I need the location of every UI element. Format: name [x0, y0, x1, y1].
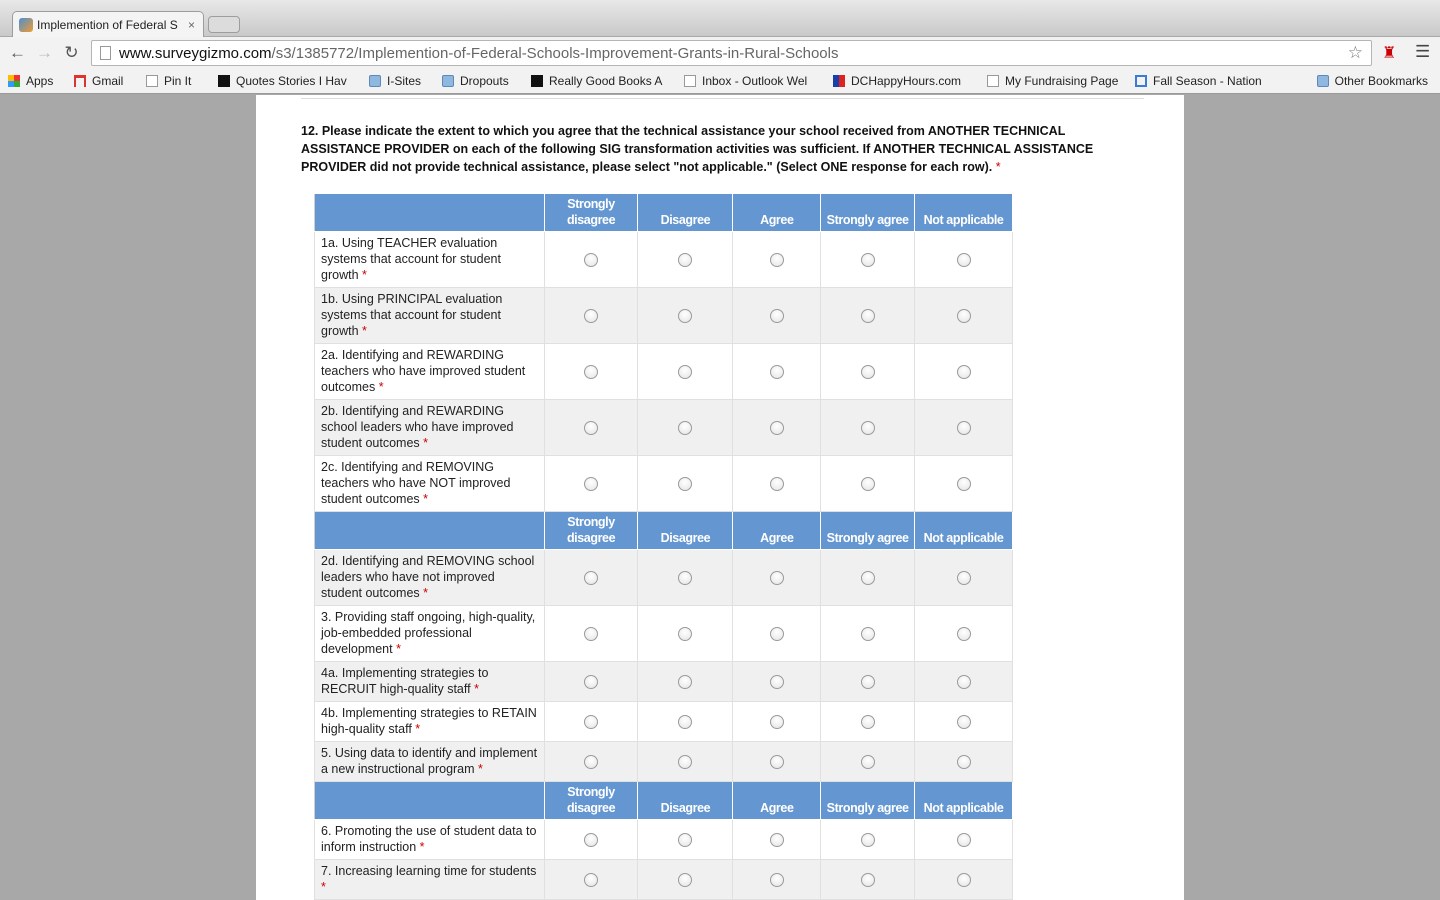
radio-button[interactable]	[957, 675, 971, 689]
bookmark-label: Apps	[26, 74, 54, 88]
radio-button[interactable]	[678, 477, 692, 491]
radio-button[interactable]	[584, 627, 598, 641]
radio-button[interactable]	[584, 675, 598, 689]
row-label-cell	[315, 662, 545, 702]
radio-button[interactable]	[957, 755, 971, 769]
radio-cell	[733, 820, 821, 860]
radio-button[interactable]	[584, 477, 598, 491]
row-label-cell	[315, 288, 545, 344]
bookmark-label: DCHappyHours.com	[851, 74, 962, 88]
radio-cell	[821, 702, 915, 742]
radio-button[interactable]	[584, 755, 598, 769]
divider	[301, 98, 1144, 99]
radio-cell	[733, 550, 821, 606]
radio-cell	[733, 742, 821, 782]
radio-cell	[733, 232, 821, 288]
table-row	[315, 820, 1013, 860]
radio-cell	[544, 344, 638, 400]
radio-button[interactable]	[861, 309, 875, 323]
radio-cell	[638, 662, 733, 702]
radio-cell	[821, 742, 915, 782]
radio-cell	[915, 742, 1013, 782]
required-marker: *	[423, 436, 429, 450]
required-marker: *	[478, 762, 483, 776]
radio-button[interactable]	[861, 571, 875, 585]
radio-cell	[544, 288, 638, 344]
radio-cell	[638, 606, 733, 662]
column-header: Strongly disagree	[544, 782, 638, 820]
required-marker: *	[321, 880, 326, 894]
radio-cell	[915, 820, 1013, 860]
folder-icon	[1317, 75, 1329, 87]
radio-button[interactable]	[957, 715, 971, 729]
radio-button[interactable]	[957, 365, 971, 379]
radio-button[interactable]	[770, 253, 784, 267]
row-label-cell	[315, 606, 545, 662]
survey-page	[256, 95, 1184, 900]
radio-cell	[733, 860, 821, 900]
row-label-cell	[315, 742, 545, 782]
new-tab-button[interactable]	[208, 16, 240, 33]
row-label: 5. Using data to identify and implement a new instructional program	[321, 746, 538, 776]
row-label-cell	[315, 702, 545, 742]
bookmark-item[interactable]	[987, 74, 1118, 88]
table-row	[315, 702, 1013, 742]
radio-button[interactable]	[861, 833, 875, 847]
radio-button[interactable]	[861, 627, 875, 641]
bookmark-label: I-Sites	[387, 74, 422, 88]
radio-button[interactable]	[678, 873, 692, 887]
radio-button[interactable]	[957, 421, 971, 435]
radio-button[interactable]	[584, 309, 598, 323]
question-text	[301, 122, 1141, 176]
radio-button[interactable]	[770, 675, 784, 689]
column-header: Strongly disagree	[544, 194, 638, 232]
question-label: 12. Please indicate the extent to which you agree that the technical assistance your school received from ANOTHER TECHNICAL ASSISTANCE PROVIDER on each of the following SIG transformation activities was sufficient. If ANOTHER TECHNICAL ASSISTANCE PROVIDER did not provide technical assistance, please select "not applicable." (Select ONE response for each row).	[301, 124, 1094, 174]
radio-button[interactable]	[957, 873, 971, 887]
column-header: Not applicable	[915, 194, 1013, 232]
browser-tab[interactable]	[12, 11, 204, 38]
radio-cell	[821, 400, 915, 456]
radio-cell	[638, 400, 733, 456]
radio-cell	[733, 662, 821, 702]
radio-button[interactable]	[584, 253, 598, 267]
radio-button[interactable]	[770, 873, 784, 887]
radio-cell	[638, 860, 733, 900]
radio-button[interactable]	[957, 253, 971, 267]
row-label: 4b. Implementing strategies to RETAIN high-quality staff	[321, 706, 537, 736]
radio-cell	[544, 606, 638, 662]
bookmark-item[interactable]	[74, 74, 123, 88]
radio-button[interactable]	[770, 715, 784, 729]
bookmark-item[interactable]	[146, 74, 191, 88]
row-label-cell	[315, 456, 545, 512]
row-label-cell	[315, 400, 545, 456]
table-row	[315, 400, 1013, 456]
radio-cell	[915, 550, 1013, 606]
bookmark-label: My Fundraising Page	[1005, 74, 1119, 88]
radio-button[interactable]	[678, 309, 692, 323]
close-tab-icon[interactable]: ×	[187, 18, 195, 32]
row-label: 2c. Identifying and REMOVING teachers who have NOT improved student outcomes	[321, 460, 511, 506]
radio-cell	[733, 344, 821, 400]
radio-button[interactable]	[861, 675, 875, 689]
radio-button[interactable]	[678, 421, 692, 435]
bookmark-label: Dropouts	[460, 74, 509, 88]
radio-cell	[544, 232, 638, 288]
header-blank	[315, 782, 545, 820]
radio-cell	[544, 820, 638, 860]
page-icon	[987, 75, 999, 87]
bookmark-label: Pin It	[164, 74, 192, 88]
radio-cell	[544, 400, 638, 456]
address-bar[interactable]	[91, 40, 1372, 66]
radio-button[interactable]	[861, 873, 875, 887]
radio-cell	[544, 860, 638, 900]
folder-icon	[369, 75, 381, 87]
bookmark-item[interactable]	[442, 74, 509, 88]
forward-icon[interactable]: →	[36, 42, 53, 62]
required-marker: *	[423, 586, 429, 600]
gmail-icon	[74, 75, 86, 87]
radio-button[interactable]	[678, 571, 692, 585]
extension-icon[interactable]: ♜	[1382, 45, 1397, 62]
bookmark-label: Fall Season - Nation	[1153, 74, 1262, 88]
bookmark-label: Quotes Stories I Hav	[236, 74, 347, 88]
radio-cell	[638, 456, 733, 512]
radio-cell	[544, 742, 638, 782]
radio-button[interactable]	[678, 833, 692, 847]
radio-button[interactable]	[770, 571, 784, 585]
menu-icon[interactable]: ☰	[1415, 42, 1431, 61]
header-row	[315, 194, 1013, 232]
radio-button[interactable]	[678, 675, 692, 689]
radio-button[interactable]	[861, 477, 875, 491]
radio-cell	[638, 344, 733, 400]
column-header: Disagree	[638, 194, 733, 232]
page-icon	[100, 46, 111, 60]
radio-button[interactable]	[678, 715, 692, 729]
radio-cell	[915, 662, 1013, 702]
column-header: Not applicable	[915, 782, 1013, 820]
column-header: Agree	[733, 782, 821, 820]
bookmark-item[interactable]	[8, 74, 53, 88]
row-label: 2a. Identifying and REWARDING teachers who have improved student outcomes	[321, 348, 526, 394]
radio-cell	[915, 860, 1013, 900]
radio-cell	[821, 344, 915, 400]
radio-button[interactable]	[770, 755, 784, 769]
row-label-cell	[315, 820, 545, 860]
table-row	[315, 662, 1013, 702]
required-marker: *	[362, 324, 367, 338]
radio-cell	[638, 288, 733, 344]
radio-cell	[821, 662, 915, 702]
radio-cell	[821, 232, 915, 288]
column-header: Strongly agree	[821, 512, 915, 550]
radio-cell	[733, 456, 821, 512]
radio-cell	[544, 550, 638, 606]
radio-cell	[821, 860, 915, 900]
radio-cell	[821, 820, 915, 860]
radio-button[interactable]	[770, 365, 784, 379]
reload-icon[interactable]: ↻	[64, 42, 79, 62]
radio-button[interactable]	[678, 627, 692, 641]
radio-button[interactable]	[957, 309, 971, 323]
page-icon	[684, 75, 696, 87]
row-label: 3. Providing staff ongoing, high-quality, job-embedded professional development	[321, 610, 536, 656]
required-marker: *	[995, 160, 1001, 174]
bookmark-label: Other Bookmarks	[1334, 74, 1428, 88]
column-header: Agree	[733, 512, 821, 550]
radio-cell	[821, 606, 915, 662]
radio-cell	[544, 702, 638, 742]
radio-button[interactable]	[678, 365, 692, 379]
header-row	[315, 782, 1013, 820]
radio-cell	[733, 702, 821, 742]
bookmark-item[interactable]	[684, 74, 807, 88]
h-icon	[531, 75, 543, 87]
radio-button[interactable]	[770, 833, 784, 847]
bookmark-item[interactable]	[531, 74, 662, 88]
row-label-cell	[315, 550, 545, 606]
radio-cell	[915, 456, 1013, 512]
bookmark-item[interactable]	[1135, 74, 1262, 88]
radio-cell	[733, 606, 821, 662]
table-row	[315, 550, 1013, 606]
header-blank	[315, 512, 545, 550]
radio-cell	[915, 606, 1013, 662]
radio-cell	[821, 456, 915, 512]
radio-cell	[638, 232, 733, 288]
column-header: Strongly agree	[821, 194, 915, 232]
radio-button[interactable]	[678, 755, 692, 769]
table-row	[315, 232, 1013, 288]
table-row	[315, 456, 1013, 512]
row-label: 4a. Implementing strategies to RECRUIT high-quality staff	[321, 666, 489, 696]
radio-cell	[733, 288, 821, 344]
tab-title: Implemention of Federal S	[37, 18, 178, 32]
header-row	[315, 512, 1013, 550]
bookmarks-bar	[0, 68, 1440, 94]
radio-cell	[638, 742, 733, 782]
row-label: 2b. Identifying and REWARDING school leaders who have improved student outcomes	[321, 404, 514, 450]
required-marker: *	[423, 492, 429, 506]
radio-button[interactable]	[957, 627, 971, 641]
radio-button[interactable]	[861, 365, 875, 379]
radio-cell	[915, 288, 1013, 344]
url-path: /s3/1385772/Implemention-of-Federal-Schools-Improvement-Grants-in-Rural-Schools	[271, 44, 839, 62]
table-row	[315, 860, 1013, 900]
dc-icon	[833, 75, 845, 87]
bookmark-item[interactable]	[218, 74, 347, 88]
radio-cell	[638, 550, 733, 606]
y-icon	[218, 75, 230, 87]
table-row	[315, 288, 1013, 344]
bookmark-label: Really Good Books A	[549, 74, 663, 88]
radio-button[interactable]	[861, 421, 875, 435]
page-icon	[146, 75, 158, 87]
radio-cell	[915, 344, 1013, 400]
bookmark-label: Inbox - Outlook Wel	[702, 74, 808, 88]
radio-cell	[544, 456, 638, 512]
row-label: 1a. Using TEACHER evaluation systems that account for student growth	[321, 236, 501, 282]
radio-button[interactable]	[957, 571, 971, 585]
bookmark-label: Gmail	[92, 74, 124, 88]
url-host: www.surveygizmo.com	[119, 44, 272, 62]
back-icon[interactable]: ←	[9, 42, 26, 62]
radio-cell	[544, 662, 638, 702]
radio-cell	[915, 702, 1013, 742]
column-header: Agree	[733, 194, 821, 232]
radio-cell	[638, 702, 733, 742]
row-label-cell	[315, 860, 545, 900]
tab-strip	[0, 0, 1440, 37]
radio-cell	[821, 550, 915, 606]
radio-button[interactable]	[584, 873, 598, 887]
required-marker: *	[419, 840, 425, 854]
required-marker: *	[415, 722, 421, 736]
column-header: Not applicable	[915, 512, 1013, 550]
required-marker: *	[378, 380, 384, 394]
bookmark-item[interactable]	[833, 74, 961, 88]
radio-button[interactable]	[770, 309, 784, 323]
row-label-cell	[315, 344, 545, 400]
required-marker: *	[474, 682, 479, 696]
radio-cell	[821, 288, 915, 344]
radio-button[interactable]	[584, 421, 598, 435]
header-blank	[315, 194, 545, 232]
favicon-icon	[19, 18, 33, 32]
table-row	[315, 742, 1013, 782]
bookmark-item[interactable]	[369, 74, 421, 88]
row-label: 2d. Identifying and REMOVING school leaders who have not improved student outcomes	[321, 554, 535, 600]
radio-cell	[638, 820, 733, 860]
likert-matrix	[314, 193, 1013, 900]
radio-button[interactable]	[584, 833, 598, 847]
other-bookmarks[interactable]	[1317, 74, 1428, 88]
radio-button[interactable]	[678, 253, 692, 267]
radio-cell	[915, 400, 1013, 456]
column-header: Disagree	[638, 782, 733, 820]
row-label: 7. Increasing learning time for students	[321, 864, 537, 878]
radio-button[interactable]	[957, 477, 971, 491]
table-row	[315, 606, 1013, 662]
table-row	[315, 344, 1013, 400]
radio-button[interactable]	[861, 253, 875, 267]
radio-button[interactable]	[861, 755, 875, 769]
required-marker: *	[362, 268, 367, 282]
apps-icon	[8, 75, 20, 87]
column-header: Strongly disagree	[544, 512, 638, 550]
cal-icon	[1135, 75, 1147, 87]
radio-button[interactable]	[770, 627, 784, 641]
folder-icon	[442, 75, 454, 87]
radio-button[interactable]	[584, 715, 598, 729]
column-header: Disagree	[638, 512, 733, 550]
column-header: Strongly agree	[821, 782, 915, 820]
radio-button[interactable]	[861, 715, 875, 729]
browser-toolbar	[0, 37, 1440, 68]
radio-button[interactable]	[770, 477, 784, 491]
radio-button[interactable]	[584, 571, 598, 585]
radio-cell	[733, 400, 821, 456]
radio-cell	[915, 232, 1013, 288]
required-marker: *	[396, 642, 401, 656]
row-label: 1b. Using PRINCIPAL evaluation systems that account for student growth	[321, 292, 503, 338]
radio-button[interactable]	[584, 365, 598, 379]
row-label: 6. Promoting the use of student data to inform instruction	[321, 824, 537, 854]
bookmark-star-icon[interactable]: ☆	[1347, 43, 1363, 62]
radio-button[interactable]	[770, 421, 784, 435]
radio-button[interactable]	[957, 833, 971, 847]
row-label-cell	[315, 232, 545, 288]
